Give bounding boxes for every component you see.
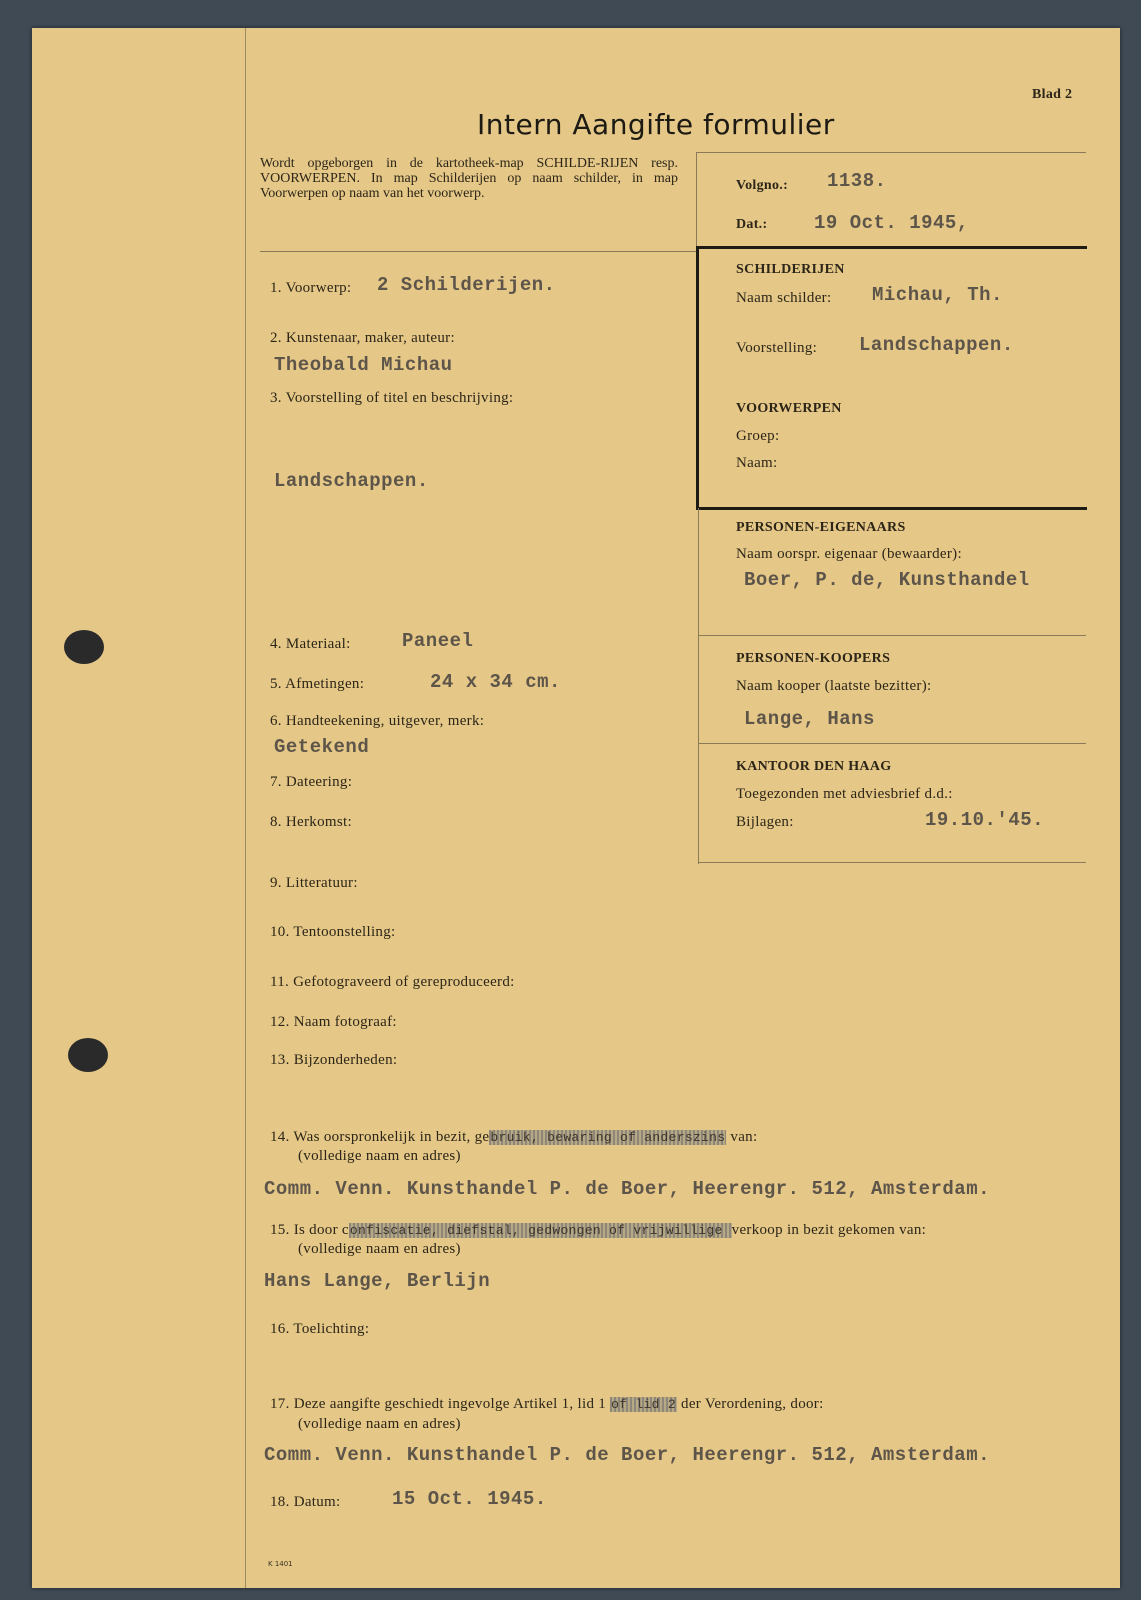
item-14-struck-text: bruik, bewaring of anderszins (490, 1130, 726, 1145)
form-code: K 1401 (268, 1560, 293, 1568)
divider (698, 862, 1086, 863)
item-17-value[interactable]: Comm. Venn. Kunsthandel P. de Boer, Heerengr. 512, Amsterdam. (264, 1444, 991, 1466)
item-14-hint: (volledige naam en adres) (298, 1148, 461, 1164)
item-5-value[interactable]: 24 x 34 cm. (430, 671, 561, 693)
painter-name-label: Naam schilder: (736, 290, 832, 306)
buyer-label: Naam kooper (laatste bezitter): (736, 678, 932, 694)
item-4-value[interactable]: Paneel (402, 630, 474, 652)
group-label: Groep: (736, 428, 780, 444)
volgno-value[interactable]: 1138. (827, 170, 887, 192)
item-15-text-after: verkoop in bezit gekomen van: (731, 1222, 927, 1238)
form-title: Intern Aangifte formulier (477, 108, 835, 141)
filing-instructions: Wordt opgeborgen in de kartotheek-map SCHILDE-RIJEN resp. VOORWERPEN. In map Schilderijen op naam schilder, in map Voorwerpen op naam van het voorwerp. (260, 156, 678, 201)
item-9-label: 9. Litteratuur: (270, 875, 358, 891)
item-4-label: 4. Materiaal: (270, 636, 351, 652)
buyers-heading: PERSONEN-KOOPERS (736, 651, 891, 666)
item-15-hint: (volledige naam en adres) (298, 1241, 461, 1257)
date-value[interactable]: 19 Oct. 1945, (814, 212, 969, 234)
punch-hole-bottom (68, 1038, 108, 1072)
original-owner-label: Naam oorspr. eigenaar (bewaarder): (736, 546, 962, 562)
item-17-hint: (volledige naam en adres) (298, 1416, 461, 1432)
item-18-value[interactable]: 15 Oct. 1945. (392, 1488, 547, 1510)
item-17-label (270, 1396, 824, 1413)
item-17-text-before: 17. Deze aangifte geschiedt ingevolge Artikel 1, lid 1 (270, 1396, 611, 1412)
divider (698, 743, 1086, 744)
divider (698, 508, 699, 864)
item-1-value[interactable]: 2 Schilderijen. (377, 274, 556, 296)
item-12-label: 12. Naam fotograaf: (270, 1014, 397, 1030)
item-15-value[interactable]: Hans Lange, Berlijn (264, 1270, 491, 1292)
item-17-struck-text: of lid 2 (611, 1397, 676, 1412)
item-16-label: 16. Toelichting: (270, 1321, 370, 1337)
item-7-label: 7. Dateering: (270, 774, 353, 790)
object-name-label: Naam: (736, 455, 778, 471)
item-2-label: 2. Kunstenaar, maker, auteur: (270, 330, 455, 346)
item-11-label: 11. Gefotograveerd of gereproduceerd: (270, 974, 515, 990)
item-15-label (270, 1222, 926, 1239)
attachments-date[interactable]: 19.10.'45. (925, 809, 1045, 831)
date-label: Dat.: (736, 217, 768, 232)
depiction-label: Voorstelling: (736, 340, 818, 356)
item-2-value[interactable]: Theobald Michau (274, 354, 453, 376)
item-15-text-before: 15. Is door c (270, 1222, 349, 1238)
painter-name-value[interactable]: Michau, Th. (872, 284, 1003, 306)
item-15-struck-text: onfiscatie, diefstal, gedwongen of vrijwillige (349, 1223, 731, 1238)
item-3-label: 3. Voorstelling of titel en beschrijving: (270, 390, 514, 406)
item-18-label: 18. Datum: (270, 1494, 341, 1510)
item-14-text-after: van: (726, 1129, 758, 1145)
voorwerpen-heading: VOORWERPEN (736, 401, 842, 416)
office-heading: KANTOOR DEN HAAG (736, 759, 892, 774)
page-number: Blad 2 (1032, 87, 1073, 102)
item-14-label (270, 1129, 757, 1146)
item-13-label: 13. Bijzonderheden: (270, 1052, 398, 1068)
volgno-label: Volgno.: (736, 178, 789, 193)
advice-letter-label: Toegezonden met adviesbrief d.d.: (736, 786, 953, 802)
divider (260, 251, 696, 252)
item-10-label: 10. Tentoonstelling: (270, 924, 396, 940)
divider (696, 152, 1086, 153)
item-1-label: 1. Voorwerp: (270, 280, 352, 296)
divider (696, 152, 697, 248)
owners-heading: PERSONEN-EIGENAARS (736, 520, 906, 535)
schilderijen-heading: SCHILDERIJEN (736, 262, 845, 277)
item-14-value[interactable]: Comm. Venn. Kunsthandel P. de Boer, Heerengr. 512, Amsterdam. (264, 1178, 991, 1200)
punch-hole-top (64, 630, 104, 664)
buyer-value[interactable]: Lange, Hans (744, 708, 875, 730)
item-17-text-after: der Verordening, door: (676, 1396, 824, 1412)
item-14-text-before: 14. Was oorspronkelijk in bezit, ge (270, 1129, 490, 1145)
item-3-value[interactable]: Landschappen. (274, 470, 429, 492)
margin-line (245, 28, 246, 1588)
original-owner-value[interactable]: Boer, P. de, Kunsthandel (744, 569, 1030, 591)
item-8-label: 8. Herkomst: (270, 814, 352, 830)
item-6-value[interactable]: Getekend (274, 736, 370, 758)
item-5-label: 5. Afmetingen: (270, 676, 365, 692)
divider (698, 635, 1086, 636)
form-sheet (32, 28, 1120, 1588)
item-6-label: 6. Handteekening, uitgever, merk: (270, 713, 485, 729)
attachments-label: Bijlagen: (736, 814, 794, 830)
depiction-value[interactable]: Landschappen. (859, 334, 1014, 356)
